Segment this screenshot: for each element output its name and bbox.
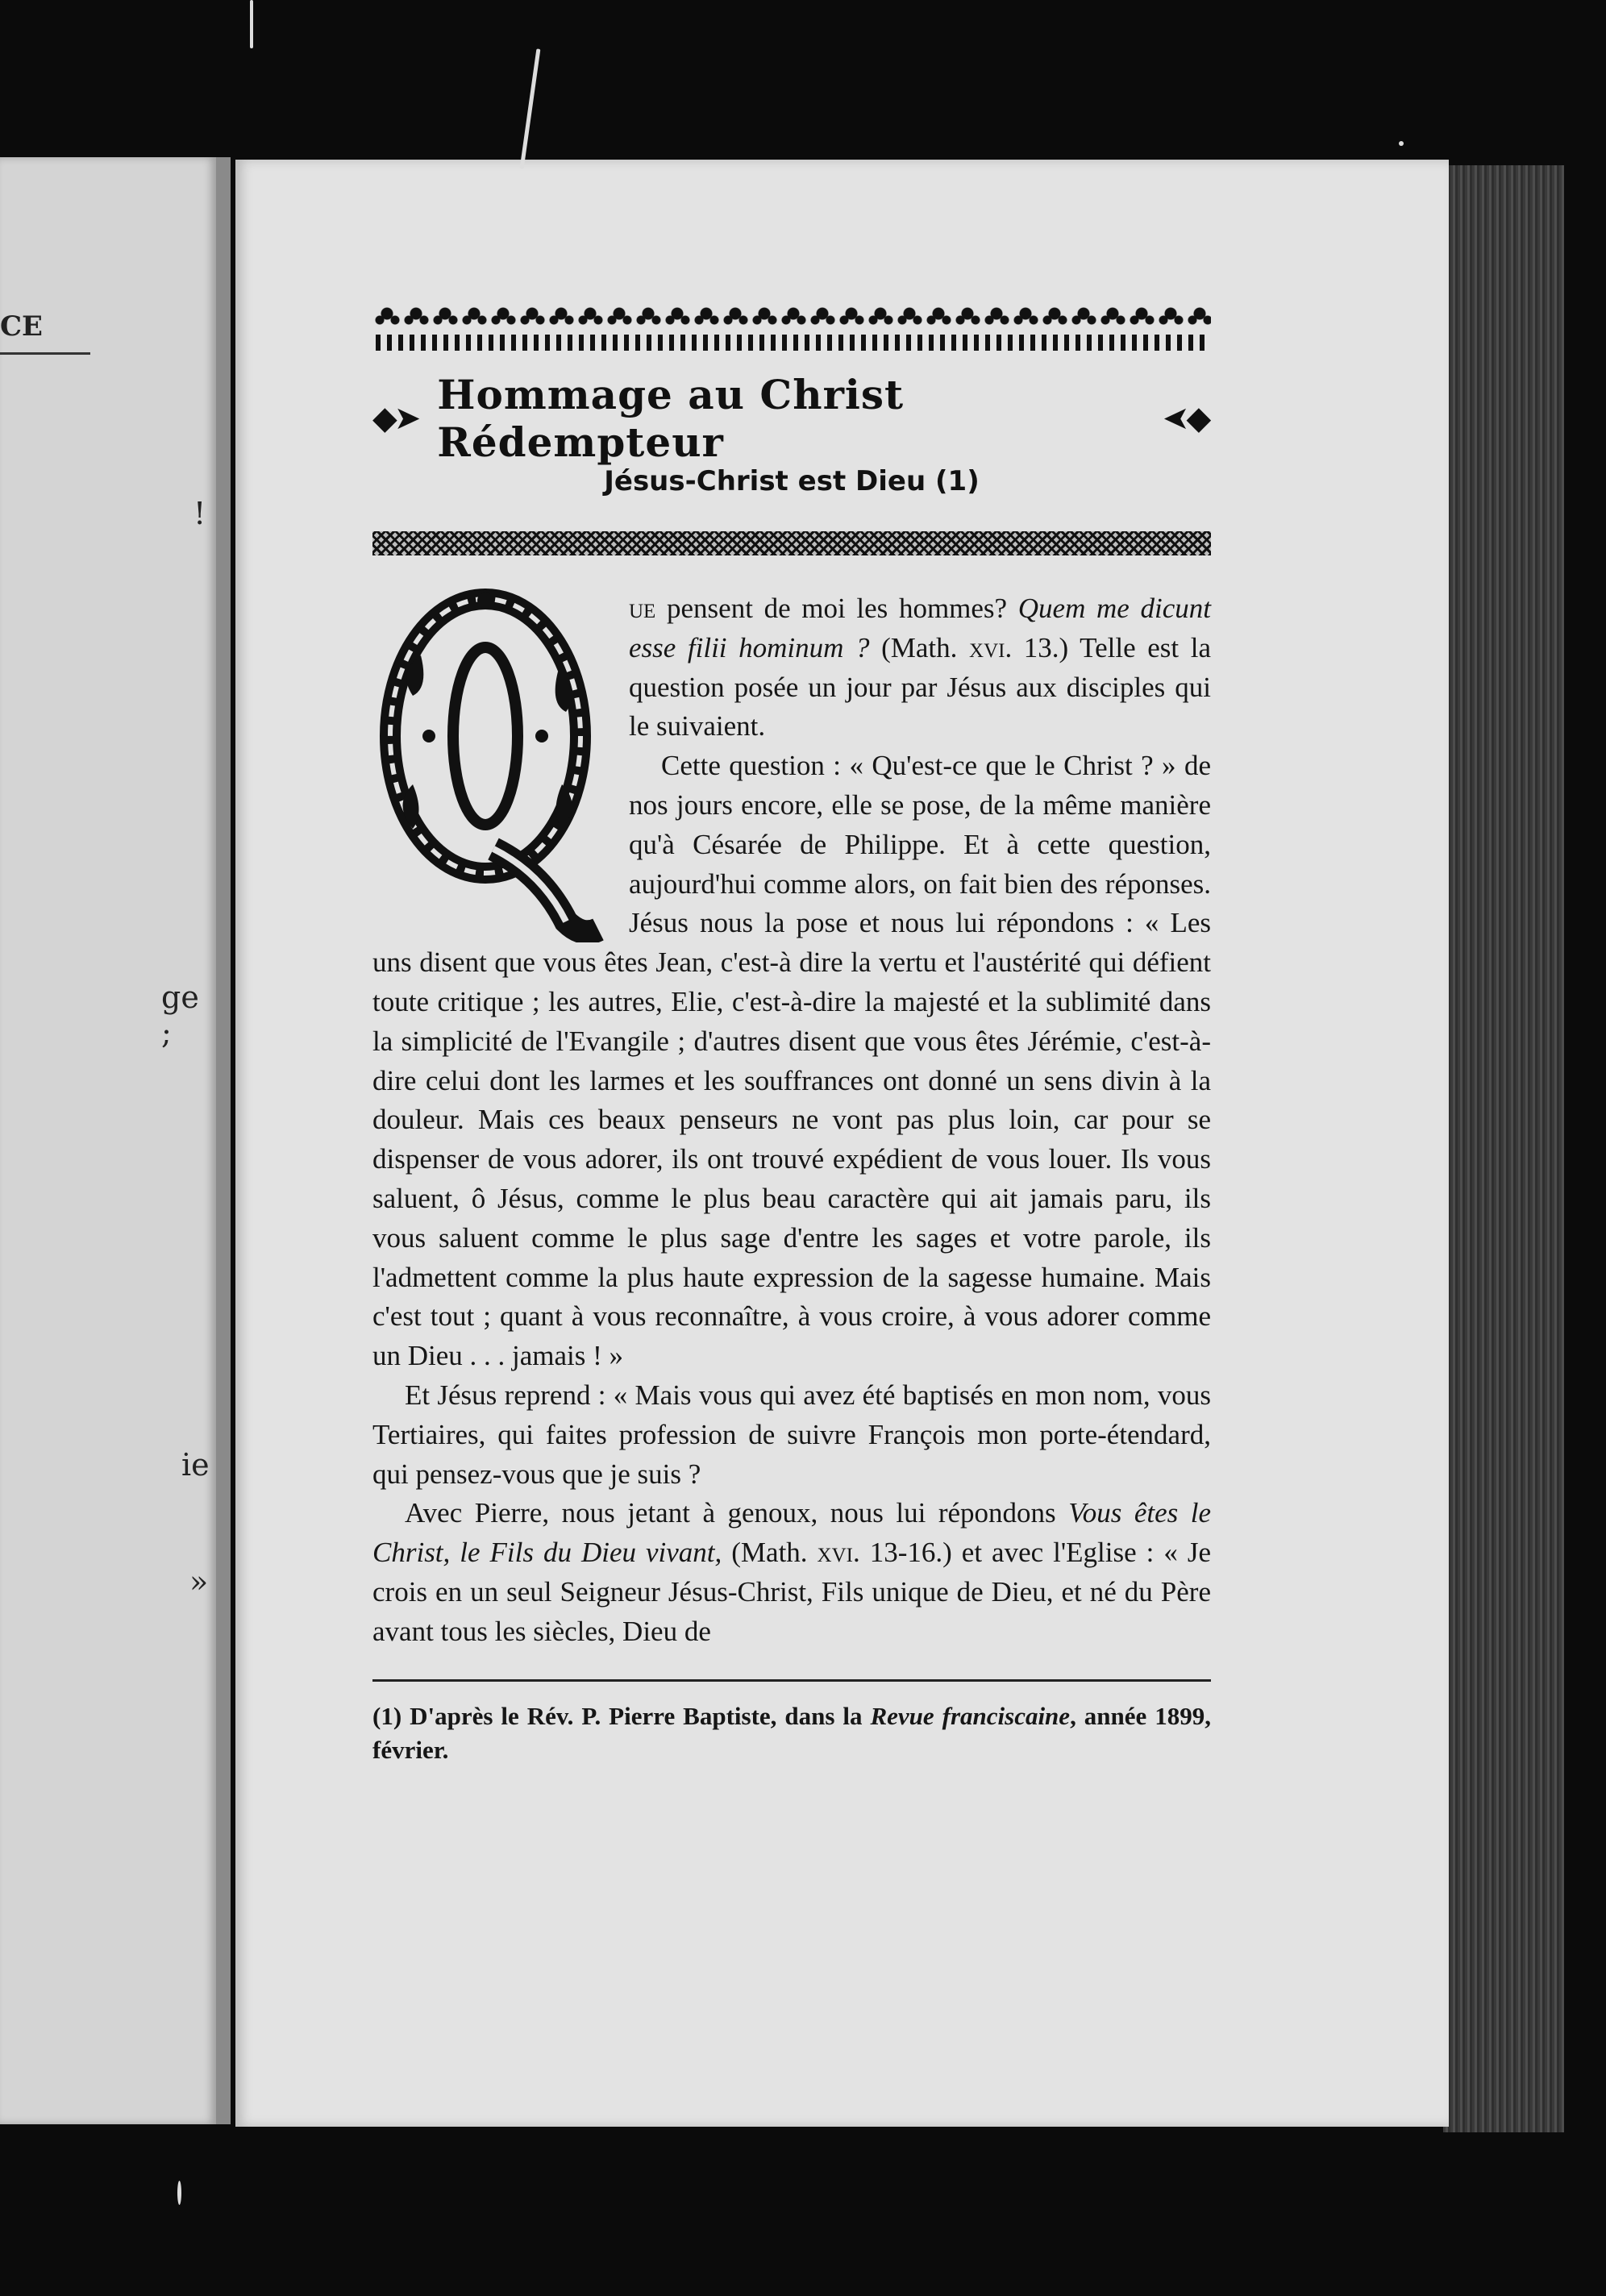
chapter-subtitle: Jésus-Christ est Dieu (1) [604, 465, 980, 497]
top-cross-band [372, 335, 1211, 351]
dust-speck [177, 2181, 181, 2205]
book-page-edges [1443, 165, 1564, 2132]
text-run: (1) D'après le Rév. P. Pierre Baptiste, dans la [372, 1701, 871, 1730]
page-content [372, 301, 1211, 1767]
divider-ornament-band [372, 531, 1211, 555]
text-run: xvi. [817, 1537, 860, 1569]
text-run: pensent de moi les hommes? [655, 593, 1018, 624]
footnote [372, 1699, 1211, 1767]
text-run: 13-16.) et avec l'Eglise : « Je crois en un seul Seigneur Jésus-Christ, Fils unique de Dieu, et né du Père avant tous les siècles, Dieu de [372, 1537, 1211, 1647]
dropcap-continuation: ue [629, 593, 656, 624]
dust-speck [520, 48, 541, 168]
flourish-right-icon: ◆➤ [1165, 400, 1211, 437]
dropcap-q-icon [372, 583, 608, 942]
paragraph-4 [372, 1494, 1211, 1651]
text-run: (Math. [869, 631, 970, 663]
latin-quote: Quem me dicunt esse filii hominum ? [629, 593, 1211, 663]
footnote-journal-title: Revue franciscaine [870, 1701, 1071, 1730]
left-page-text-fragment: ie [181, 1447, 210, 1483]
text-run: 13.) Telle est la question posée un jour par Jésus aux disciples qui le suivaient. [629, 631, 1211, 742]
paragraph-3: Et Jésus reprend : « Mais vous qui avez été baptisés en mon nom, vous Tertiaires, qui faites profession de suivre François mon porte-étendard, qui pensez-vous que je suis ? [372, 1379, 1211, 1490]
left-page-text-fragment: » [189, 1564, 209, 1599]
scripture-quote: Vous êtes le Christ, le Fils du Dieu vivant, [372, 1497, 1211, 1569]
book-page [235, 160, 1449, 2127]
top-ornament-band [372, 301, 1211, 333]
text-run: , année 1899, février. [372, 1701, 1211, 1764]
dust-speck [1399, 141, 1404, 146]
body-text [372, 589, 1211, 1652]
flourish-left-icon: ◆➤ [372, 400, 418, 437]
left-page-rule [0, 352, 90, 355]
text-run: xvi. [969, 631, 1013, 663]
text-run: (Math. [722, 1537, 818, 1569]
dust-speck [250, 0, 253, 48]
left-page-text-fragment: ge ; [161, 980, 199, 1050]
chapter-title: Hommage au Christ Rédempteur [437, 371, 905, 466]
left-page-header: CE [0, 310, 43, 343]
left-page-text-fragment: ! [193, 496, 206, 531]
footnote-rule [372, 1679, 1211, 1682]
left-page-fragment [0, 157, 231, 2124]
text-run: Avec Pierre, nous jetant à genoux, nous lui répondons [405, 1497, 1069, 1529]
title-row [372, 371, 1211, 466]
paragraph-2: Cette question : « Qu'est-ce que le Christ ? » de nos jours encore, elle se pose, de la même manière qu'à Césarée de Philippe. Et à cette question, aujourd'hui comme alors, on fait bien des réponses. Jésus nous la pose et nous lui répondons : « Les uns disent que vous êtes Jean, c'est-à dire la vertu et l'austérité qui défient toute critique ; les autres, Elie, c'est-à-dire la majesté et la sublimité dans la simplicité de l'Evangile ; d'autres disent que vous êtes Jérémie, c'est-à-dire celui dont les larmes et les souffrances ont donné un sens divin à la douleur. Mais ces beaux penseurs ne vont pas plus loin, car pour se dispenser de vous adorer, ils ont trouvé expédient de vous louer. Ils vous saluent, ô Jésus, comme le plus beau caractère qui ait jamais paru, ils vous saluent comme le plus sage d'entre les sages et votre parole, ils l'admettent comme la plus haute expression de la sagesse humaine. Mais c'est tout ; quant à vous reconnaître, à vous croire, à vous adorer comme un Dieu . . . jamais ! » [372, 750, 1211, 1372]
